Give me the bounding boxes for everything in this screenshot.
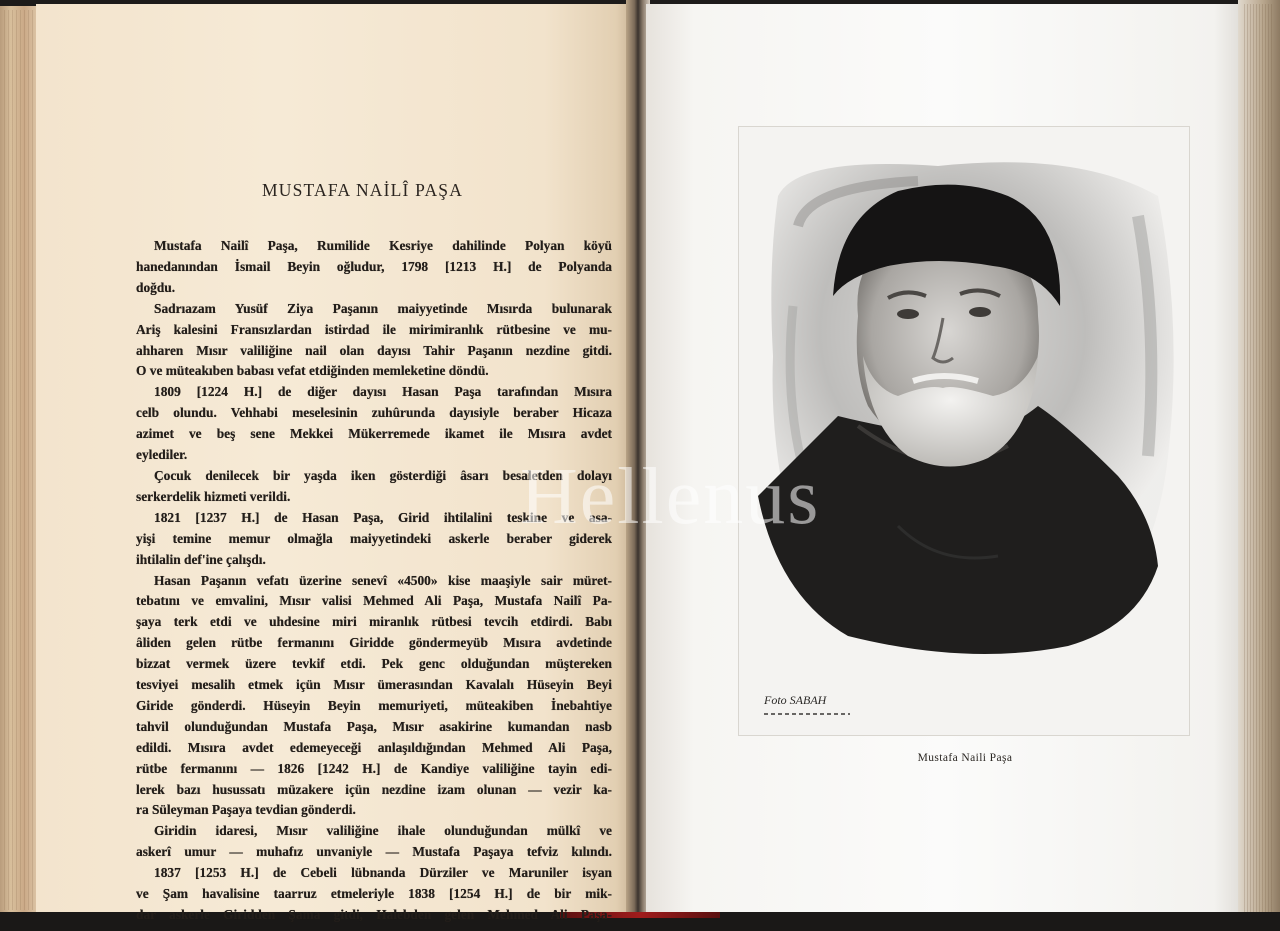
text-line: Hasan Paşanın vefatı üzerine senevî «4500» kise maaşiyle sair müret- <box>154 572 612 588</box>
left-page-edge-lines <box>4 10 34 910</box>
page-title: MUSTAFA NAİLÎ PAŞA <box>262 180 464 200</box>
text-line: Giride gönderdi. Hüseyin Beyin memuriyeti, müteakiben İnebahtiye <box>136 697 612 713</box>
text-line: Giridin idaresi, Mısır valiliğine ihale olunduğundan mülkî ve <box>154 823 612 839</box>
text-line: yişi temine memur olmağla maiyyetindeki askerle beraber giderek <box>136 530 612 546</box>
photo-credit: Foto SABAH <box>764 693 827 707</box>
text-line: doğdu. <box>136 279 176 295</box>
text-line: azimet ve beş sene Mekkei Mükerremede ikamet ile Mısıra avdet <box>136 426 612 442</box>
text-line: Sadrıazam Yusüf Ziya Paşanın maiyyetinde Mısırda bulunarak <box>154 300 612 316</box>
text-line: Ariş kalesini Fransızlardan istirdad ile mirimiranlık rütbesine ve mu- <box>136 321 612 337</box>
text-line: eylediler. <box>136 447 188 463</box>
text-line: lerek bazı husussatı müzakere içün nezdine izam olunan — vezir ka- <box>136 781 612 797</box>
text-line: tesviyei mesalih etmek içün Mısır ümerasından Kavalalı Hüseyin Beyi <box>136 677 612 693</box>
left-eye <box>897 309 919 319</box>
text-line: hanedanından İsmail Beyin oğludur, 1798 [1213 H.] de Polyanda <box>136 258 612 274</box>
text-line: tahvil olunduğundan Mustafa Paşa, Mısır asakirine kumandan nasb <box>136 718 612 734</box>
portrait-drawing <box>738 126 1190 736</box>
text-line: serkerdelik hizmeti verildi. <box>136 488 291 504</box>
text-line: bizzat vermek üzere tevkif etdi. Pek genc olduğundan müştereken <box>136 656 612 672</box>
text-line: tebatını ve emvalini, Mısır valisi Mehmed Ali Paşa, Mustafa Nailî Pa- <box>136 593 612 609</box>
text-line: rütbe fermanını — 1826 [1242 H.] de Kandiye valiliğine tayin edi- <box>136 760 612 776</box>
text-line: âliden gelen rütbe fermanını Giridde göndermeyüb Mısıra avdetinde <box>136 635 612 651</box>
text-line: askerî umur — muhafız unvaniyle — Mustafa Paşaya tefviz kılındı. <box>136 844 612 860</box>
text-line: celb olundu. Vehhabi meselesinin zuhûrunda dayısiyle beraber Hicaza <box>136 405 612 421</box>
text-line: 1809 [1224 H.] de diğer dayısı Hasan Paşa tarafından Mısıra <box>154 384 612 400</box>
right-page-edge-lines <box>1244 4 1272 924</box>
photo-caption: Mustafa Naili Paşa <box>917 752 1013 764</box>
text-line: şaya terk etdi ve uhdesine miri miranlık rütbesi tevcih etdirdi. Babı <box>136 614 612 630</box>
text-line: O ve müteakıben babası vefat etdiğinden memleketine döndü. <box>136 363 489 379</box>
text-line: ra Süleyman Paşaya tevdian gönderdi. <box>136 802 356 818</box>
text-line: ihtilalin def'ine çalışdı. <box>136 551 266 567</box>
text-line: 1821 [1237 H.] de Hasan Paşa, Girid ihtilalini teskine ve asa- <box>154 509 612 525</box>
text-line: edildi. Mısıra avdet edemeyeceği anlaşıldığından Mehmed Ali Paşa, <box>136 739 612 755</box>
text-line: 1837 [1253 H.] de Cebeli lübnanda Dürziler ve Maruniler isyan <box>154 865 612 881</box>
right-eye <box>969 307 991 317</box>
text-line: Mustafa Nailî Paşa, Rumilide Kesriye dahilinde Polyan köyü <box>154 238 612 253</box>
text-line: dar askerle Giridden Şama gitdi, Halebden gelen Mehmed Ali Paşa- <box>136 907 612 922</box>
text-line: Çocuk denilecek bir yaşda iken gösterdiği âsarı besaletden dolayı <box>154 467 612 483</box>
text-line: ve Şam havalisine taarruz etmeleriyle 1838 [1254 H.] de bir mik- <box>136 886 612 902</box>
portrait-photo <box>738 126 1190 736</box>
body-text <box>136 236 612 926</box>
watermark: Hellenus <box>520 453 821 541</box>
text-line: ahharen Mısır valiliğine nail olan dayısı Tahir Paşanın nezdine gitdi. <box>136 342 612 358</box>
